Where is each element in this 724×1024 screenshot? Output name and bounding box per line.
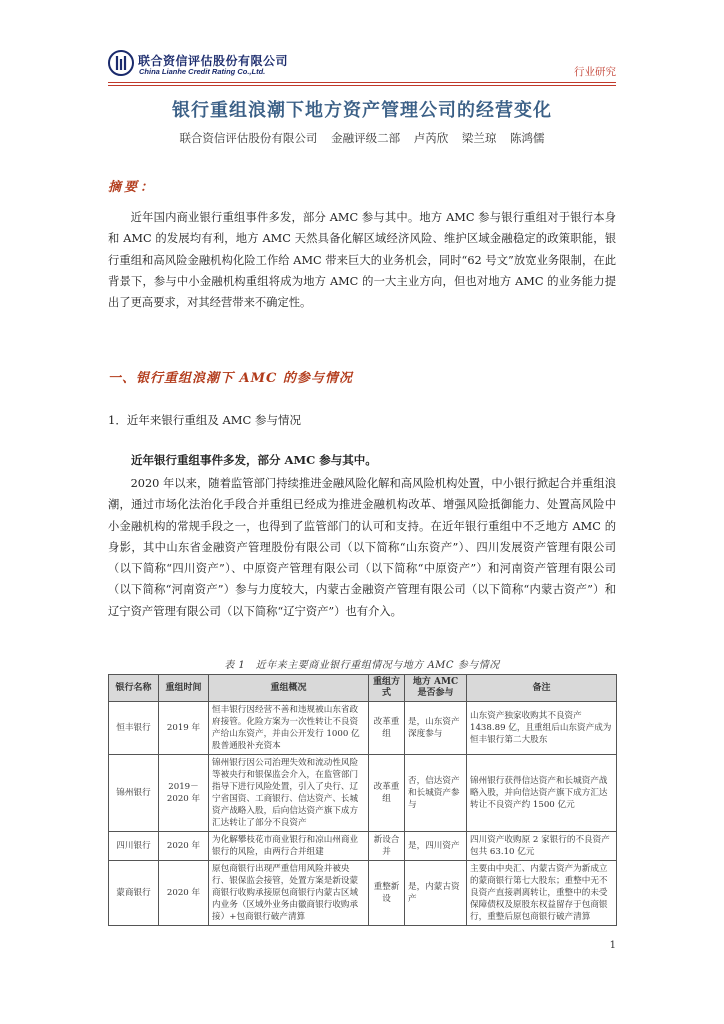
- table-cell: 原包商银行出现严重信用风险并被央行、银保监会接管，处置方案是新设蒙商银行收购承接原包商银行内蒙古区域内业务（区域外业务由徽商银行收购承接）+包商银行破产清算: [209, 861, 369, 926]
- page-title: 银行重组浪潮下地方资产管理公司的经营变化: [172, 100, 552, 121]
- section-heading: 一、银行重组浪潮下 AMC 的参与情况: [108, 371, 353, 386]
- company-logo-icon: [108, 50, 134, 76]
- table-cell: 锦州银行因公司治理失效和流动性风险等被央行和银保监会介入，在监管部门指导下进行风险处置，引入了央行、辽宁省国资、工商银行、信达资产、长城资产战略入股，后向信达资产旗下成方汇达转让了部分不良资产: [209, 755, 369, 832]
- table-caption: 表 1 近年来主要商业银行重组情况与地方 AMC 参与情况: [224, 660, 500, 671]
- table-header-cell: 备注: [467, 675, 617, 702]
- abstract-text: 近年国内商业银行重组事件多发，部分 AMC 参与其中。地方 AMC 参与银行重组对于银行本身和 AMC 的发展均有利，地方 AMC 天然具备化解区域经济风险、维护区域金融稳定的政策职能，银行重组和高风险金融机构化险工作给 AMC 带来巨大的业务机会，同时“62 号文”放宽业务限制，在此背景下，参与中小金融机构重组将成为地方 AMC 的一大主业方向，但也对地方 AMC 的业务能力提出了更高要求，对其经营带来不确定性。: [108, 211, 616, 310]
- table-cell: 否，信达资产和长城资产参与: [405, 755, 467, 832]
- body-paragraph: 2020 年以来，随着监管部门持续推进金融风险化解和高风险机构处置，中小银行掀起合并重组浪潮，通过市场化法治化手段合并重组已经成为推进金融机构改革、增强风险抵御能力、处置高风险中小金融机构的常规手段之一，也得到了监管部门的认可和支持。在近年银行重组中不乏地方 AMC 的身影，其中山东省金融资产管理股份有限公司（以下简称“山东资产”）、四川发展资产管理有限公司（以下简称“四川资产”）、中原资产管理有限公司（以下简称“中原资产”）和河南资产管理有限公司（以下简称“河南资产”）参与力度较大，内蒙古金融资产管理有限公司（以下简称“内蒙古资产”）和辽宁资产管理有限公司（以下简称“辽宁资产”）也有介入。: [108, 477, 616, 618]
- table-cell: 锦州银行: [109, 755, 159, 832]
- table-row: [109, 861, 617, 926]
- header-divider: [108, 82, 616, 83]
- table-row: [109, 755, 617, 832]
- table-header-cell: 重组方式: [369, 675, 405, 702]
- table-cell: 四川银行: [109, 832, 159, 861]
- table-cell: 重整新设: [369, 861, 405, 926]
- table-cell: 恒丰银行: [109, 702, 159, 755]
- table-cell: 山东资产独家收购其不良资产 1438.89 亿，且重组后山东资产成为恒丰银行第二大股东: [467, 702, 617, 755]
- authors-line: 联合资信评估股份有限公司 金融评级二部 卢芮欣 梁兰琼 陈鸿儒: [179, 131, 545, 145]
- lead-sentence: 近年银行重组事件多发，部分 AMC 参与其中。: [131, 453, 377, 467]
- table-header-cell: 银行名称: [109, 675, 159, 702]
- table-cell: 为化解攀枝花市商业银行和凉山州商业银行的风险，由两行合并组建: [209, 832, 369, 861]
- table-cell: 2020 年: [159, 861, 209, 926]
- table-cell: 是，内蒙古资产: [405, 861, 467, 926]
- table-header-cell: 重组概况: [209, 675, 369, 702]
- table-cell: 新设合并: [369, 832, 405, 861]
- table-cell: 改革重组: [369, 702, 405, 755]
- table-cell: 2019 年: [159, 702, 209, 755]
- table-cell: 是，四川资产: [405, 832, 467, 861]
- table-cell: 是，山东资产深度参与: [405, 702, 467, 755]
- table-cell: 锦州银行获得信达资产和长城资产战略入股，并向信达资产旗下成方汇达转让不良资产约 1500 亿元: [467, 755, 617, 832]
- table-cell: 改革重组: [369, 755, 405, 832]
- table-cell: 四川资产收购原 2 家银行的不良资产包共 63.10 亿元: [467, 832, 617, 861]
- company-name-en: China Lianhe Credit Rating Co.,Ltd.: [139, 67, 266, 76]
- page-number: 1: [609, 940, 616, 951]
- table-row: [109, 702, 617, 755]
- header-divider-thin: [108, 85, 616, 86]
- table-cell: 2019－2020 年: [159, 755, 209, 832]
- table-cell: 蒙商银行: [109, 861, 159, 926]
- table-cell: 2020 年: [159, 832, 209, 861]
- bank-restructuring-table: [108, 674, 617, 926]
- company-name-cn: 联合资信评估股份有限公司: [138, 54, 289, 68]
- subsection-heading: 1．近年来银行重组及 AMC 参与情况: [108, 413, 302, 427]
- table-header-cell: 地方 AMC 是否参与: [405, 675, 467, 702]
- table-cell: 主要由中央汇、内蒙古资产为新成立的蒙商银行第七大股东；重整中无不良资产直接剥离转让，重整中的未受保障债权及原股东权益留存于包商银行，重整后原包商银行破产清算: [467, 861, 617, 926]
- table-row: [109, 832, 617, 861]
- report-category: 行业研究: [574, 66, 616, 78]
- abstract-label: 摘要：: [108, 180, 157, 195]
- table-header-cell: 重组时间: [159, 675, 209, 702]
- table-header-row: [109, 675, 617, 702]
- company-logo: [108, 50, 328, 80]
- table-cell: 恒丰银行因经营不善和违规被山东省政府接管。化险方案为一次性转让不良资产给山东资产，并由公开发行 1000 亿股普通股补充资本: [209, 702, 369, 755]
